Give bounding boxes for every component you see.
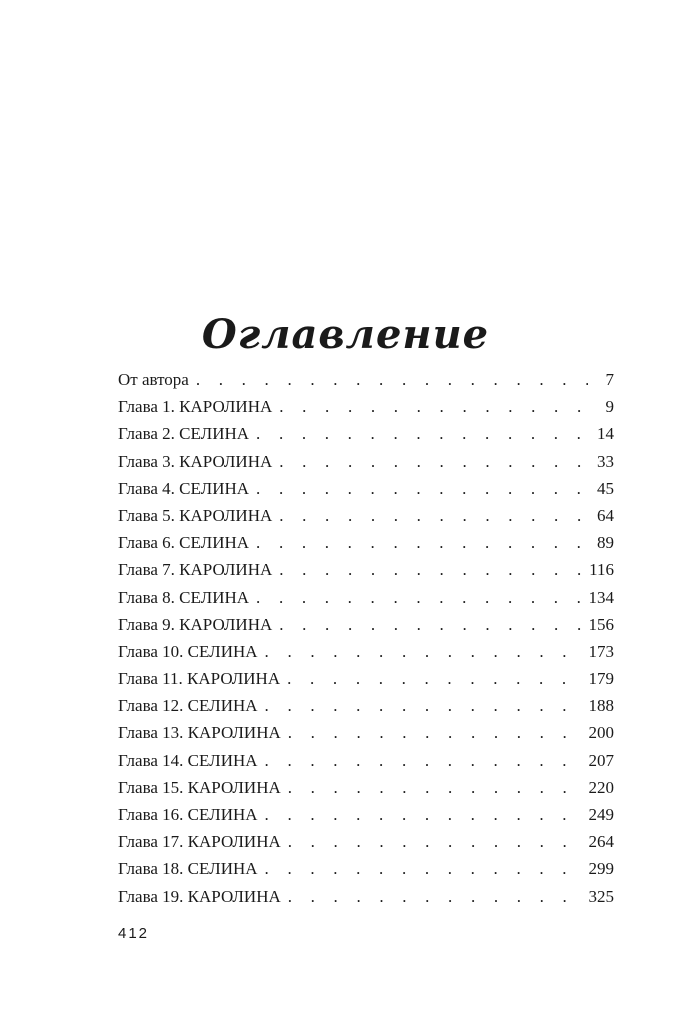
- toc-entry: [118, 692, 614, 719]
- toc-entry-label: Глава 10. СЕЛИНА: [118, 641, 258, 661]
- toc-entry: [118, 855, 614, 882]
- toc-entry-page: 173: [588, 641, 614, 661]
- dot-leader: [258, 801, 585, 828]
- toc-entry: [118, 638, 614, 665]
- dot-leader: [258, 855, 585, 882]
- dot-leader: [281, 828, 585, 855]
- toc-entry: [118, 448, 614, 475]
- toc-entry: [118, 556, 614, 583]
- toc-entry: [118, 665, 614, 692]
- toc-entry-page: 64: [597, 505, 614, 525]
- toc-entry: [118, 611, 614, 638]
- toc-entry: [118, 747, 614, 774]
- toc-entry-page: 89: [597, 533, 614, 553]
- toc-entry-label: Глава 11. КАРОЛИНА: [118, 669, 281, 689]
- toc-entry-label: Глава 17. КАРОЛИНА: [118, 832, 281, 852]
- dot-leader: [249, 420, 588, 447]
- toc-entry-label: Глава 6. СЕЛИНА: [118, 533, 250, 553]
- toc-entry-page: 134: [588, 587, 614, 607]
- toc-entry-label: Глава 14. СЕЛИНА: [118, 750, 258, 770]
- toc-entry-label: Глава 7. КАРОЛИНА: [118, 560, 273, 580]
- toc-entry-label: Глава 8. СЕЛИНА: [118, 587, 250, 607]
- toc-entry-page: 188: [588, 696, 614, 716]
- toc-entry-page: 299: [588, 859, 614, 879]
- toc-entry-label: Глава 19. КАРОЛИНА: [118, 886, 281, 906]
- dot-leader: [258, 747, 585, 774]
- toc-entry: [118, 420, 614, 447]
- toc-entry-label: Глава 15. КАРОЛИНА: [118, 777, 281, 797]
- dot-leader: [258, 692, 585, 719]
- toc-entry-label: Глава 1. КАРОЛИНА: [118, 397, 273, 417]
- toc-entry: [118, 366, 614, 393]
- dot-leader: [272, 556, 585, 583]
- toc-title: Оглавление: [201, 310, 490, 358]
- toc-entry: [118, 719, 614, 746]
- toc-entry: [118, 502, 614, 529]
- toc-entry-page: 220: [588, 777, 614, 797]
- toc-entry-label: Глава 18. СЕЛИНА: [118, 859, 258, 879]
- toc-entry-page: 14: [597, 424, 614, 444]
- dot-leader: [281, 774, 585, 801]
- toc-entry: [118, 774, 614, 801]
- toc-entry-label: От автора: [118, 370, 189, 389]
- toc-entry-page: 7: [605, 370, 614, 389]
- dot-leader: [249, 584, 584, 611]
- dot-leader: [281, 719, 585, 746]
- dot-leader: [272, 502, 588, 529]
- toc-entry-page: 249: [588, 805, 614, 824]
- toc-entry-label: Глава 3. КАРОЛИНА: [118, 451, 273, 471]
- toc-entry-page: 45: [597, 478, 614, 498]
- toc-entry-label: Глава 9. КАРОЛИНА: [118, 614, 273, 634]
- toc-entry-page: 116: [589, 560, 614, 580]
- toc-entry: [118, 584, 614, 611]
- toc-entry-page: 179: [588, 669, 614, 689]
- toc-entry: [118, 529, 614, 556]
- toc-entry: [118, 883, 614, 910]
- toc-entry-page: 207: [588, 750, 614, 770]
- toc-entry-page: 264: [588, 832, 614, 852]
- toc-entry-page: 200: [588, 723, 614, 743]
- toc-list: [118, 366, 614, 910]
- dot-leader: [258, 638, 585, 665]
- toc-entry-label: Глава 4. СЕЛИНА: [118, 478, 250, 498]
- dot-leader: [272, 611, 584, 638]
- toc-entry-label: Глава 13. КАРОЛИНА: [118, 723, 281, 743]
- dot-leader: [280, 665, 584, 692]
- toc-entry-page: 33: [597, 451, 614, 471]
- dot-leader: [249, 475, 588, 502]
- toc-entry: [118, 393, 614, 420]
- toc-entry-label: Глава 16. СЕЛИНА: [118, 805, 258, 824]
- toc-entry-page: 156: [588, 614, 614, 634]
- toc-entry-label: Глава 5. КАРОЛИНА: [118, 505, 273, 525]
- dot-leader: [281, 883, 585, 910]
- toc-entry: [118, 475, 614, 502]
- toc-entry-page: 325: [588, 886, 614, 906]
- dot-leader: [249, 529, 588, 556]
- dot-leader: [189, 366, 588, 393]
- toc-entry: [118, 801, 614, 828]
- toc-entry-label: Глава 2. СЕЛИНА: [118, 424, 250, 444]
- dot-leader: [272, 393, 588, 420]
- dot-leader: [272, 448, 588, 475]
- toc-entry: [118, 828, 614, 855]
- toc-entry-label: Глава 12. СЕЛИНА: [118, 696, 258, 716]
- toc-entry-page: 9: [605, 397, 614, 417]
- page-number: 412: [118, 925, 150, 942]
